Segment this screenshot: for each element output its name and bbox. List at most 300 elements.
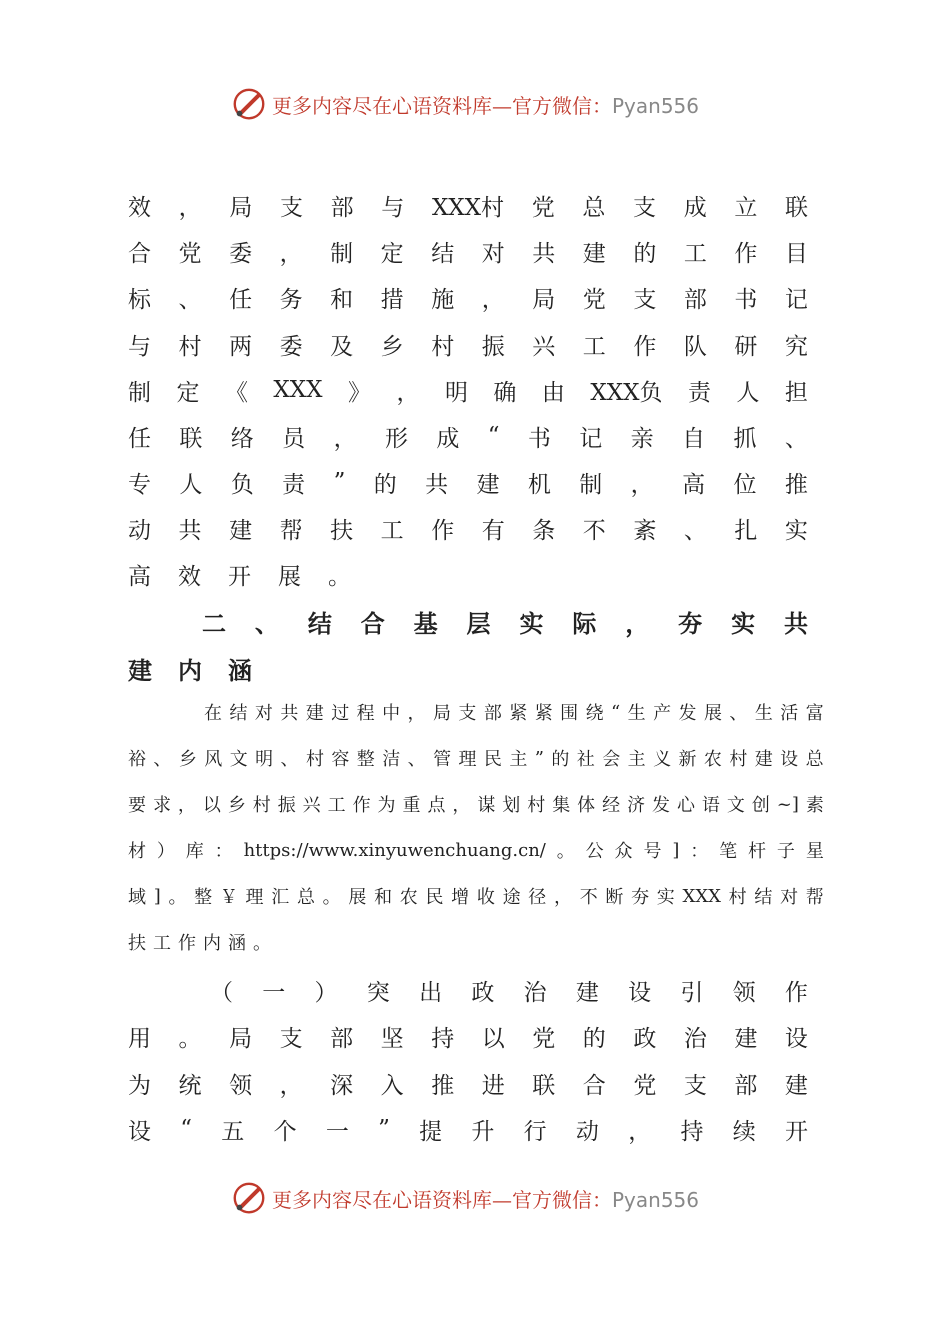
text-glyph: ， — [178, 194, 202, 221]
text-glyph: ， — [628, 1118, 652, 1145]
text-glyph: “ — [180, 1116, 193, 1142]
text-glyph: 文 — [229, 749, 248, 770]
text-glyph: 、 — [784, 425, 808, 452]
text-glyph: 杆 — [748, 841, 767, 862]
text-glyph: 效 — [128, 194, 151, 221]
section-heading — [202, 604, 808, 638]
text-glyph: 设 — [784, 1025, 808, 1052]
text-glyph: 专 — [128, 471, 151, 498]
text-glyph: 深 — [330, 1072, 354, 1099]
text-glyph: 明 — [444, 379, 468, 406]
text-glyph: 建 — [575, 979, 599, 1006]
text-glyph: XXX村 — [431, 194, 505, 221]
text-glyph: 局 — [229, 194, 253, 221]
text-glyph: 产 — [653, 703, 672, 724]
text-glyph: 续 — [732, 1118, 756, 1145]
paragraph-line — [128, 1019, 808, 1053]
text-glyph: ， — [407, 703, 426, 724]
text-glyph: 领 — [229, 1072, 253, 1099]
text-glyph: 和 — [374, 887, 393, 908]
paragraph-line — [128, 188, 808, 222]
text-glyph: 围 — [560, 703, 579, 724]
text-glyph: ， — [553, 887, 572, 908]
text-glyph: 村 — [178, 333, 202, 360]
text-glyph: 集 — [552, 795, 571, 816]
footer-banner-text: 更多内容尽在心语资料库—官方微信：Pyan556 — [272, 1187, 700, 1212]
text-glyph: 发 — [652, 795, 671, 816]
text-glyph: 对 — [780, 887, 799, 908]
text-glyph: 络 — [230, 425, 254, 452]
text-glyph: ， — [279, 240, 303, 267]
text-glyph: 目 — [784, 240, 808, 267]
text-glyph: ： — [214, 841, 233, 862]
text-glyph: 施 — [431, 286, 455, 313]
text-glyph: 作 — [734, 240, 758, 267]
text-glyph: 实 — [731, 608, 756, 638]
text-glyph: 、 — [254, 608, 279, 638]
text-glyph: 实 — [784, 517, 808, 544]
paragraph-line — [128, 743, 824, 773]
paragraph-line — [128, 280, 808, 314]
text-glyph: 容 — [331, 749, 350, 770]
paragraph-line — [128, 927, 824, 957]
text-glyph: （ — [210, 979, 233, 1006]
text-glyph: 部 — [734, 1072, 758, 1099]
text-glyph: 出 — [419, 979, 443, 1006]
text-glyph: 主 — [509, 749, 528, 770]
text-glyph: 员 — [282, 425, 306, 452]
text-glyph: 与 — [128, 333, 151, 360]
text-glyph: 入 — [380, 1072, 404, 1099]
text-glyph: ） — [156, 841, 175, 862]
text-glyph: 共 — [178, 517, 202, 544]
text-glyph: ] — [153, 885, 161, 907]
text-glyph: 工 — [582, 333, 606, 360]
text-glyph: 条 — [532, 517, 556, 544]
text-glyph: 实 — [656, 887, 675, 908]
text-glyph: 支 — [683, 1072, 707, 1099]
text-glyph: 要 — [128, 795, 146, 816]
text-glyph: 。 — [253, 933, 271, 954]
text-glyph: 总 — [805, 749, 824, 770]
header-banner-text: 更多内容尽在心语资料库—官方微信：Pyan556 — [272, 93, 700, 118]
text-glyph: 建 — [784, 1072, 808, 1099]
text-glyph: 扶 — [330, 517, 354, 544]
text-glyph: 党 — [178, 240, 202, 267]
text-glyph: 不 — [579, 887, 598, 908]
text-glyph: 扶 — [128, 933, 146, 954]
text-glyph: 动 — [128, 517, 151, 544]
text-glyph: 程 — [356, 703, 375, 724]
text-glyph: 行 — [523, 1118, 547, 1145]
text-glyph: 党 — [582, 286, 606, 313]
text-glyph: 责 — [282, 471, 306, 498]
text-glyph: 联 — [179, 425, 203, 452]
text-glyph: 紧 — [534, 703, 553, 724]
text-glyph: 人 — [736, 379, 760, 406]
text-glyph: 划 — [502, 795, 521, 816]
text-glyph: 的 — [633, 240, 657, 267]
text-glyph: 个 — [273, 1118, 297, 1145]
text-glyph: 风 — [204, 749, 223, 770]
text-glyph: 村 — [431, 333, 455, 360]
text-glyph: 实 — [519, 608, 544, 638]
text-glyph: ] — [672, 839, 680, 861]
footer-banner — [230, 1178, 699, 1218]
text-glyph: 书 — [527, 425, 551, 452]
text-glyph: 洁 — [382, 749, 401, 770]
paragraph-line — [128, 373, 808, 407]
text-glyph: 星 — [805, 841, 824, 862]
text-glyph: 党 — [633, 1072, 657, 1099]
text-glyph: 记 — [784, 286, 808, 313]
text-glyph: 建 — [305, 703, 324, 724]
text-glyph: 以 — [481, 1025, 505, 1052]
paragraph-line — [128, 234, 808, 268]
text-glyph: 《 — [224, 379, 248, 406]
text-glyph: 结 — [229, 703, 248, 724]
text-glyph: 及 — [330, 333, 354, 360]
text-glyph: 谋 — [477, 795, 496, 816]
text-glyph: ” — [333, 469, 346, 495]
text-glyph: 一 — [262, 979, 286, 1006]
text-glyph: 体 — [577, 795, 596, 816]
text-glyph: 作 — [784, 979, 808, 1006]
text-glyph: 文 — [726, 795, 745, 816]
text-glyph: 帮 — [279, 517, 303, 544]
text-glyph: 联 — [532, 1072, 556, 1099]
text-glyph: 治 — [683, 1025, 707, 1052]
text-glyph: 语 — [701, 795, 720, 816]
text-glyph: ， — [630, 471, 654, 498]
text-glyph: 明 — [255, 749, 274, 770]
text-glyph: XXX负 — [590, 379, 663, 406]
text-glyph: 工 — [327, 795, 346, 816]
text-glyph: 高 — [128, 563, 151, 590]
text-glyph: 措 — [380, 286, 404, 313]
text-glyph: ： — [690, 841, 709, 862]
text-glyph: 济 — [627, 795, 646, 816]
text-glyph: 收 — [476, 887, 495, 908]
text-glyph: 治 — [523, 979, 547, 1006]
text-glyph: XXX — [273, 377, 323, 403]
text-glyph: 振 — [481, 333, 505, 360]
text-glyph: 绕 — [585, 703, 604, 724]
text-glyph: 理 — [245, 887, 264, 908]
text-glyph: 。 — [328, 563, 351, 590]
text-glyph: ， — [333, 425, 357, 452]
text-glyph: “ — [611, 701, 621, 723]
text-glyph: 总 — [582, 194, 606, 221]
text-glyph: 建 — [476, 471, 500, 498]
text-glyph: 抓 — [733, 425, 757, 452]
text-glyph: 任 — [229, 286, 253, 313]
text-glyph: 究 — [784, 333, 808, 360]
text-glyph: 经 — [602, 795, 621, 816]
text-glyph: 社 — [576, 749, 595, 770]
text-glyph: 持 — [680, 1118, 704, 1145]
paragraph-line — [128, 465, 808, 499]
text-glyph: 增 — [451, 887, 470, 908]
text-glyph: 工 — [380, 517, 404, 544]
text-glyph: 、 — [683, 517, 707, 544]
text-glyph: 总 — [296, 887, 315, 908]
text-glyph: 合 — [582, 1072, 606, 1099]
text-glyph: 乡 — [227, 795, 246, 816]
text-glyph: 汇 — [271, 887, 290, 908]
text-glyph: 局 — [432, 703, 451, 724]
text-glyph: 工 — [683, 240, 707, 267]
text-glyph: 提 — [419, 1118, 443, 1145]
text-glyph: 民 — [483, 749, 502, 770]
text-glyph: 位 — [733, 471, 757, 498]
text-glyph: 民 — [425, 887, 444, 908]
text-glyph: 共 — [425, 471, 449, 498]
text-glyph: 心 — [676, 795, 695, 816]
paragraph-line — [204, 697, 824, 727]
text-glyph: 作 — [633, 333, 657, 360]
text-glyph: 的 — [551, 749, 570, 770]
text-glyph: 成 — [683, 194, 707, 221]
text-glyph: 众 — [614, 841, 633, 862]
text-glyph: 公 — [585, 841, 604, 862]
text-glyph: 断 — [605, 887, 624, 908]
text-glyph: https://www.xinyuwenchuang.cn/ — [243, 839, 546, 861]
text-glyph: 会 — [602, 749, 621, 770]
text-glyph: 形 — [384, 425, 408, 452]
text-glyph: 推 — [431, 1072, 455, 1099]
text-glyph: 政 — [471, 979, 495, 1006]
text-glyph: 内 — [178, 655, 202, 685]
text-glyph: 责 — [687, 379, 711, 406]
text-glyph: 由 — [541, 379, 565, 406]
text-glyph: 库 — [185, 841, 204, 862]
text-glyph: 发 — [678, 703, 697, 724]
text-glyph: 合 — [360, 608, 385, 638]
text-glyph: 二 — [202, 608, 226, 638]
text-glyph: 有 — [481, 517, 505, 544]
text-glyph: 子 — [776, 841, 795, 862]
text-glyph: 乡 — [178, 749, 197, 770]
text-glyph: 担 — [784, 379, 808, 406]
text-glyph: 支 — [279, 194, 303, 221]
text-glyph: 建 — [734, 1025, 758, 1052]
paragraph-line — [128, 1066, 808, 1100]
text-glyph: 书 — [734, 286, 758, 313]
text-glyph: ~] — [776, 793, 799, 815]
text-glyph: 部 — [330, 194, 354, 221]
text-glyph: 笔 — [719, 841, 738, 862]
header-banner — [230, 84, 699, 124]
text-glyph: 开 — [784, 1118, 808, 1145]
text-glyph: 共 — [280, 703, 299, 724]
text-glyph: 定 — [380, 240, 404, 267]
text-glyph: 。 — [322, 887, 341, 908]
text-glyph: 材 — [128, 841, 146, 862]
text-glyph: 管 — [433, 749, 452, 770]
text-glyph: ￥ — [219, 887, 238, 908]
text-glyph: 不 — [582, 517, 606, 544]
text-glyph: 坚 — [380, 1025, 404, 1052]
text-glyph: 引 — [680, 979, 704, 1006]
text-glyph: 结 — [754, 887, 773, 908]
text-glyph: 制 — [128, 379, 151, 406]
text-glyph: 扎 — [734, 517, 758, 544]
text-glyph: “ — [487, 423, 500, 449]
text-glyph: 自 — [682, 425, 706, 452]
text-glyph: ” — [378, 1116, 390, 1142]
text-glyph: 村 — [305, 749, 324, 770]
text-glyph: 、 — [153, 749, 172, 770]
text-glyph: 与 — [381, 194, 405, 221]
text-glyph: 作 — [431, 517, 455, 544]
text-glyph: 合 — [128, 240, 151, 267]
pen-logo-icon — [230, 85, 268, 123]
text-glyph: 结 — [431, 240, 455, 267]
text-glyph: 裕 — [128, 749, 146, 770]
text-glyph: 任 — [128, 425, 151, 452]
text-glyph: 共 — [783, 608, 808, 638]
text-glyph: 、 — [407, 749, 426, 770]
text-glyph: 统 — [178, 1072, 202, 1099]
text-glyph: 联 — [785, 194, 808, 221]
text-glyph: 求 — [152, 795, 171, 816]
text-glyph: 支 — [633, 286, 657, 313]
text-glyph: 基 — [413, 608, 438, 638]
paragraph-line — [128, 881, 824, 911]
text-glyph: 域 — [128, 887, 146, 908]
text-glyph: 务 — [279, 286, 303, 313]
text-glyph: 夯 — [678, 608, 703, 638]
text-glyph: 五 — [221, 1118, 245, 1145]
text-glyph: 村 — [527, 795, 546, 816]
text-glyph: 立 — [734, 194, 758, 221]
text-glyph: 设 — [128, 1118, 151, 1145]
text-glyph: 振 — [277, 795, 296, 816]
text-glyph: 建 — [229, 517, 253, 544]
text-glyph: 。 — [168, 887, 187, 908]
text-glyph: 。 — [556, 841, 575, 862]
text-glyph: 升 — [471, 1118, 495, 1145]
section-heading — [128, 651, 278, 685]
text-glyph: 富 — [805, 703, 824, 724]
text-glyph: 结 — [307, 608, 332, 638]
text-glyph: 政 — [633, 1025, 657, 1052]
text-glyph: 人 — [179, 471, 203, 498]
text-glyph: 紧 — [509, 703, 528, 724]
text-glyph: 、 — [178, 286, 202, 313]
text-glyph: 两 — [229, 333, 253, 360]
text-glyph: 的 — [582, 1025, 606, 1052]
text-glyph: 记 — [579, 425, 603, 452]
text-glyph: 层 — [466, 608, 491, 638]
text-glyph: 支 — [458, 703, 477, 724]
text-glyph: 内 — [203, 933, 221, 954]
text-glyph: 效 — [178, 563, 201, 590]
text-glyph: ， — [452, 795, 471, 816]
text-glyph: 帮 — [805, 887, 824, 908]
text-glyph: 点 — [427, 795, 446, 816]
text-glyph: 兴 — [532, 333, 556, 360]
text-glyph: 制 — [330, 240, 354, 267]
text-glyph: ” — [534, 747, 544, 769]
text-glyph: 标 — [128, 286, 151, 313]
text-glyph: 活 — [780, 703, 799, 724]
text-glyph: 建 — [128, 655, 152, 685]
text-glyph: 紊 — [633, 517, 657, 544]
text-glyph: 设 — [780, 749, 799, 770]
text-glyph: 机 — [527, 471, 551, 498]
text-glyph: 一 — [325, 1118, 349, 1145]
text-glyph: 村 — [252, 795, 271, 816]
text-glyph: 义 — [653, 749, 672, 770]
text-glyph: 部 — [330, 1025, 354, 1052]
text-glyph: 研 — [734, 333, 758, 360]
text-glyph: 号 — [643, 841, 662, 862]
pen-logo-icon — [230, 1179, 268, 1217]
text-glyph: 作 — [178, 933, 196, 954]
text-glyph: 生 — [754, 703, 773, 724]
paragraph-line — [128, 511, 808, 545]
text-glyph: XXX — [682, 885, 721, 907]
text-glyph: 夯 — [631, 887, 650, 908]
text-glyph: 为 — [377, 795, 396, 816]
text-glyph: 涵 — [228, 933, 246, 954]
text-glyph: 素 — [805, 795, 824, 816]
text-glyph: 在 — [204, 703, 222, 724]
text-glyph: ， — [396, 379, 420, 406]
text-glyph: 推 — [784, 471, 808, 498]
text-glyph: 际 — [572, 608, 597, 638]
text-glyph: 定 — [176, 379, 200, 406]
text-glyph: 确 — [493, 379, 517, 406]
text-glyph: 局 — [532, 286, 556, 313]
text-glyph: 农 — [399, 887, 418, 908]
text-glyph: 工 — [153, 933, 171, 954]
text-glyph: 展 — [348, 887, 367, 908]
text-glyph: 部 — [483, 703, 502, 724]
text-glyph: 兴 — [302, 795, 321, 816]
text-glyph: 、 — [729, 703, 748, 724]
text-glyph: 重 — [402, 795, 421, 816]
text-glyph: 高 — [682, 471, 706, 498]
text-glyph: 过 — [331, 703, 350, 724]
text-glyph: 径 — [528, 887, 547, 908]
text-glyph: 中 — [382, 703, 401, 724]
text-glyph: 村 — [729, 749, 748, 770]
text-glyph: 成 — [436, 425, 460, 452]
subsection-heading — [210, 973, 808, 1007]
paragraph-line — [128, 327, 808, 361]
text-glyph: 作 — [352, 795, 371, 816]
text-glyph: ， — [625, 608, 650, 638]
text-glyph: 委 — [279, 333, 303, 360]
text-glyph: 展 — [278, 563, 301, 590]
text-glyph: 突 — [366, 979, 390, 1006]
text-glyph: 制 — [579, 471, 603, 498]
text-glyph: 。 — [178, 1025, 202, 1052]
text-glyph: 乡 — [380, 333, 404, 360]
text-glyph: 理 — [458, 749, 477, 770]
text-glyph: 支 — [279, 1025, 303, 1052]
text-glyph: 支 — [633, 194, 657, 221]
paragraph-line — [128, 835, 824, 865]
text-glyph: 共 — [532, 240, 556, 267]
text-glyph: 领 — [732, 979, 756, 1006]
text-glyph: 以 — [202, 795, 221, 816]
text-glyph: 生 — [627, 703, 646, 724]
text-glyph: 为 — [128, 1072, 151, 1099]
